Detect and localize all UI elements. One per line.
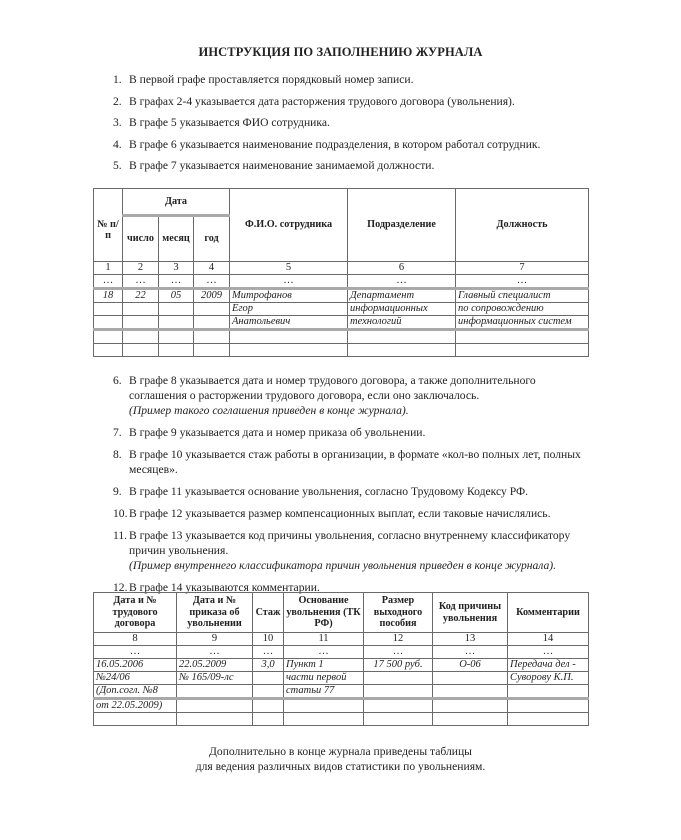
cell <box>433 672 508 685</box>
item-text: В первой графе проставляется порядковый номер записи. <box>129 73 414 86</box>
cell: №24/06 <box>94 672 177 685</box>
cell: 1 <box>94 262 123 275</box>
journal-table-part1 <box>93 188 589 357</box>
cell: (Доп.согл. №8 <box>94 685 177 699</box>
cell <box>508 699 589 713</box>
cell: … <box>177 646 253 659</box>
cell[interactable] <box>508 713 589 726</box>
cell: части первой <box>284 672 364 685</box>
table-row <box>94 699 589 713</box>
cell <box>159 316 194 330</box>
cell: 22 <box>123 289 159 303</box>
cell: 10 <box>253 633 284 646</box>
cell: … <box>364 646 433 659</box>
header-order: Дата и № приказа об увольнении <box>177 593 253 633</box>
item-number: 2. <box>113 94 122 108</box>
cell[interactable] <box>123 344 159 357</box>
instruction-item <box>113 506 593 521</box>
instructions-list-2 <box>113 373 593 602</box>
instruction-item <box>113 94 593 109</box>
item-text: В графе 10 указывается стаж работы в организации, в формате «кол-во полных лет, полных месяцев». <box>129 448 581 476</box>
table-row <box>94 672 589 685</box>
item-number: 5. <box>113 159 122 173</box>
item-text: В графе 12 указывается размер компенсационных выплат, если таковые начислялись. <box>129 507 551 520</box>
cell: … <box>508 646 589 659</box>
table-row <box>94 303 589 316</box>
cell <box>364 685 433 699</box>
header-comments: Комментарии <box>508 593 589 633</box>
item-number: 9. <box>113 485 122 498</box>
item-text: В графе 14 указываются комментарии. <box>129 581 320 594</box>
item-number: 8. <box>113 448 122 461</box>
instruction-item <box>113 447 593 477</box>
cell: Главный специалист <box>456 289 589 303</box>
cell: Анатольевич <box>230 316 348 330</box>
cell: 6 <box>348 262 456 275</box>
cell: Митрофанов <box>230 289 348 303</box>
item-text: В графе 13 указывается код причины увольнения, согласно внутреннему классификатору причин увольнения. <box>129 529 571 557</box>
cell: 18 <box>94 289 123 303</box>
cell <box>94 316 123 330</box>
cell: 22.05.2009 <box>177 659 253 672</box>
item-text: В графе 9 указывается дата и номер приказа об увольнении. <box>129 426 426 439</box>
cell[interactable] <box>94 330 123 344</box>
header-basis: Основание увольнения (ТК РФ) <box>284 593 364 633</box>
cell: информационных систем <box>456 316 589 330</box>
empty-row <box>94 330 589 344</box>
cell: 8 <box>94 633 177 646</box>
header-reason-code: Код причины увольнения <box>433 593 508 633</box>
cell: Пункт 1 <box>284 659 364 672</box>
item-number: 4. <box>113 137 122 151</box>
journal-table-part2 <box>93 592 589 726</box>
cell: 2009 <box>194 289 230 303</box>
cell[interactable] <box>159 344 194 357</box>
cell: статьи 77 <box>284 685 364 699</box>
column-numbers-row <box>94 633 589 646</box>
ellipsis-row <box>94 275 589 289</box>
instruction-item <box>113 137 593 152</box>
header-num: № п/п <box>94 189 123 262</box>
cell: … <box>456 275 589 289</box>
item-number: 12. <box>113 581 128 594</box>
cell[interactable] <box>230 344 348 357</box>
cell: от 22.05.2009) <box>94 699 177 713</box>
item-text: В графе 6 указывается наименование подразделения, в котором работал сотрудник. <box>129 137 541 151</box>
cell[interactable] <box>456 330 589 344</box>
cell <box>253 685 284 699</box>
cell: по сопровождению <box>456 303 589 316</box>
item-number: 6. <box>113 374 122 387</box>
cell: Суворову К.П. <box>508 672 589 685</box>
cell: … <box>253 646 284 659</box>
header-position: Должность <box>456 189 589 262</box>
cell[interactable] <box>284 713 364 726</box>
instruction-item <box>113 115 593 130</box>
cell <box>159 303 194 316</box>
instruction-item <box>113 373 593 418</box>
cell: 3,0 <box>253 659 284 672</box>
cell[interactable] <box>456 344 589 357</box>
cell <box>177 685 253 699</box>
item-text: В графах 2-4 указывается дата расторжения трудового договора (увольнения). <box>129 94 515 108</box>
cell: 4 <box>194 262 230 275</box>
ellipsis-row <box>94 646 589 659</box>
item-text: В графе 8 указывается дата и номер трудового договора, а также дополнительного соглашения о расторжении трудового договора, если оно заключалось. <box>129 374 536 402</box>
cell: № 165/09-лс <box>177 672 253 685</box>
cell: … <box>348 275 456 289</box>
cell: 16.05.2006 <box>94 659 177 672</box>
cell: Егор <box>230 303 348 316</box>
item-note: (Пример внутреннего классификатора причин увольнения приведен в конце журнала). <box>129 559 557 572</box>
cell <box>94 303 123 316</box>
cell <box>433 699 508 713</box>
cell <box>194 303 230 316</box>
cell: информационных <box>348 303 456 316</box>
cell[interactable] <box>364 713 433 726</box>
cell[interactable] <box>123 330 159 344</box>
instruction-item <box>113 484 593 499</box>
cell[interactable] <box>94 344 123 357</box>
cell: … <box>230 275 348 289</box>
cell <box>123 303 159 316</box>
cell: … <box>94 275 123 289</box>
cell <box>177 699 253 713</box>
instruction-item <box>113 425 593 440</box>
cell: Департамент <box>348 289 456 303</box>
footer-note <box>0 744 681 774</box>
cell: 7 <box>456 262 589 275</box>
cell: … <box>433 646 508 659</box>
cell[interactable] <box>194 344 230 357</box>
header-department: Подразделение <box>348 189 456 262</box>
table-row <box>94 316 589 330</box>
cell: 14 <box>508 633 589 646</box>
footer-line-2: для ведения различных видов статистики по увольнениям. <box>195 760 486 773</box>
item-text: В графе 7 указывается наименование занимаемой должности. <box>129 159 435 173</box>
cell: О-06 <box>433 659 508 672</box>
cell: 2 <box>123 262 159 275</box>
cell <box>508 685 589 699</box>
cell[interactable] <box>94 713 177 726</box>
cell <box>194 316 230 330</box>
cell[interactable] <box>230 330 348 344</box>
cell: Передача дел - <box>508 659 589 672</box>
page-title: ИНСТРУКЦИЯ ПО ЗАПОЛНЕНИЮ ЖУРНАЛА <box>198 45 483 59</box>
cell: … <box>123 275 159 289</box>
item-number: 7. <box>113 426 122 439</box>
cell: 05 <box>159 289 194 303</box>
empty-row <box>94 344 589 357</box>
header-contract: Дата и № трудового договора <box>94 593 177 633</box>
cell[interactable] <box>348 344 456 357</box>
cell[interactable] <box>433 713 508 726</box>
instruction-item <box>113 72 593 87</box>
cell[interactable] <box>348 330 456 344</box>
header-date-group: Дата <box>123 189 230 216</box>
cell[interactable] <box>253 713 284 726</box>
item-text: В графе 5 указывается ФИО сотрудника. <box>129 116 330 130</box>
item-number: 3. <box>113 116 122 130</box>
item-number: 11. <box>113 529 128 542</box>
cell: … <box>159 275 194 289</box>
header-tenure: Стаж <box>253 593 284 633</box>
cell <box>253 699 284 713</box>
cell: 13 <box>433 633 508 646</box>
instruction-item <box>113 528 593 573</box>
cell: технологий <box>348 316 456 330</box>
cell <box>364 699 433 713</box>
cell: … <box>94 646 177 659</box>
cell <box>253 672 284 685</box>
cell: 17 500 руб. <box>364 659 433 672</box>
instructions-list-1 <box>113 72 593 180</box>
cell[interactable] <box>159 330 194 344</box>
header-month: месяц <box>159 216 194 262</box>
item-text: В графе 11 указывается основание увольнения, согласно Трудовому Кодексу РФ. <box>129 485 529 498</box>
empty-row <box>94 713 589 726</box>
item-number: 10. <box>113 507 128 520</box>
cell <box>284 699 364 713</box>
table-row <box>94 659 589 672</box>
cell <box>123 316 159 330</box>
table-row <box>94 289 589 303</box>
table-row <box>94 685 589 699</box>
instruction-item <box>113 158 593 173</box>
cell: 9 <box>177 633 253 646</box>
footer-line-1: Дополнительно в конце журнала приведены таблицы <box>209 745 472 758</box>
header-severance: Размер выходного пособия <box>364 593 433 633</box>
cell <box>433 685 508 699</box>
cell[interactable] <box>177 713 253 726</box>
cell: 12 <box>364 633 433 646</box>
item-note: (Пример такого соглашения приведен в конце журнала). <box>129 404 409 417</box>
header-year: год <box>194 216 230 262</box>
cell: 3 <box>159 262 194 275</box>
header-day: число <box>123 216 159 262</box>
column-numbers-row <box>94 262 589 275</box>
cell: … <box>194 275 230 289</box>
cell: 5 <box>230 262 348 275</box>
cell <box>364 672 433 685</box>
header-fio: Ф.И.О. сотрудника <box>230 189 348 262</box>
cell: … <box>284 646 364 659</box>
item-number: 1. <box>113 73 122 86</box>
cell: 11 <box>284 633 364 646</box>
cell[interactable] <box>194 330 230 344</box>
